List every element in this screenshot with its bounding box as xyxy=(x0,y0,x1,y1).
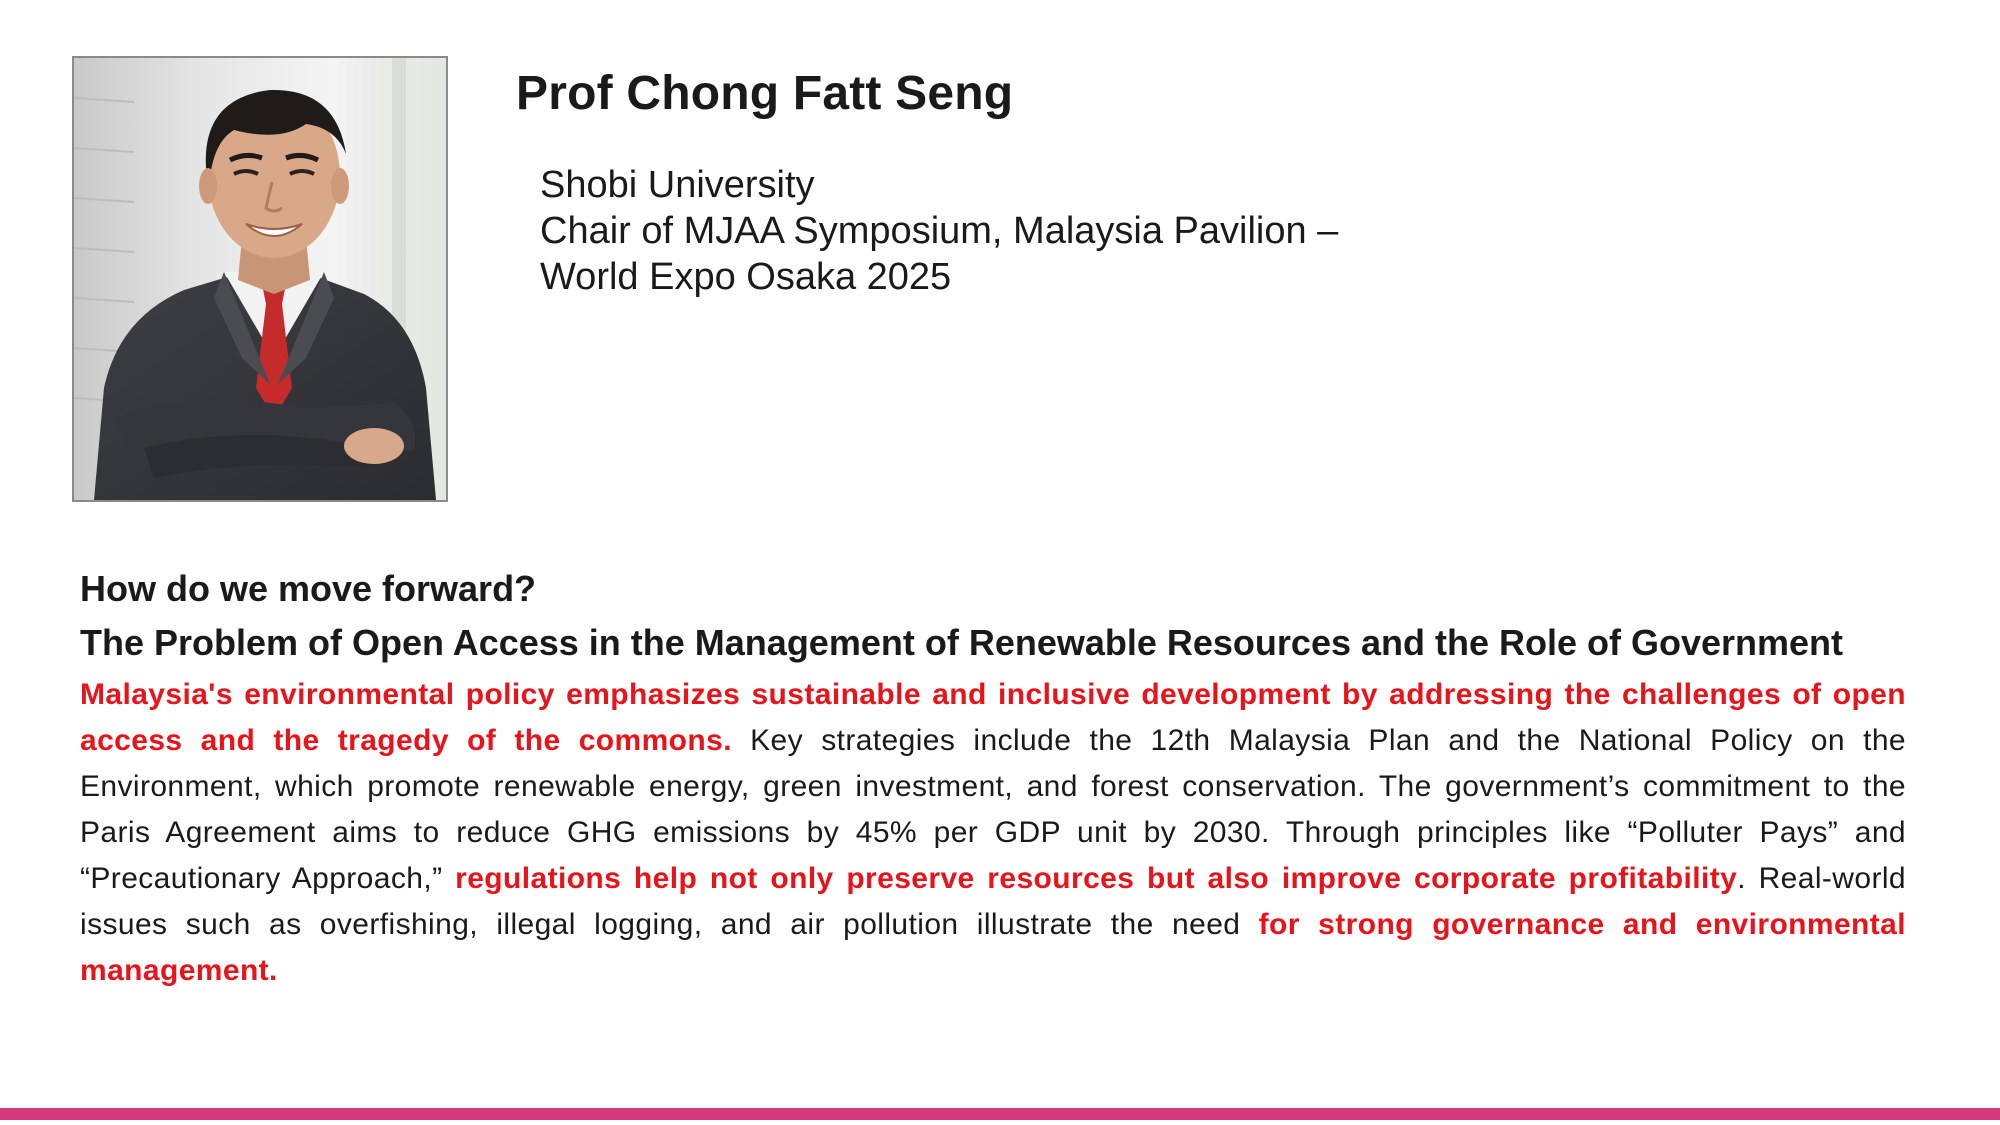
speaker-name: Prof Chong Fatt Seng xyxy=(516,67,1014,120)
highlight-policy-summary: Malaysia's environmental policy emphasizes sustainable and inclusive development by addressing the challenges of open access and the tragedy of the commons. xyxy=(80,678,1906,757)
speaker-photo xyxy=(72,56,448,502)
abstract-paragraph xyxy=(80,672,1906,994)
abstract-text-strategies: Key strategies include the 12th Malaysia Plan and the National Policy on the Environment, which promote renewable energy, green investment, and forest conservation. The government’s commitment to the Paris Agreement aims to reduce GHG emissions by 45% per GDP unit by 2030. Through principles like “Polluter Pays” and “Precautionary Approach,” xyxy=(80,724,1906,895)
highlight-governance: for strong governance and environmental management. xyxy=(80,908,1906,987)
question-heading: How do we move forward? xyxy=(80,568,537,609)
speaker-affiliation xyxy=(540,162,1338,300)
footer-divider xyxy=(0,1108,2000,1120)
affiliation-line-event: World Expo Osaka 2025 xyxy=(540,256,952,298)
speaker-portrait-illustration xyxy=(74,58,446,500)
highlight-regulations: regulations help not only preserve resources but also improve corporate profitability xyxy=(455,862,1738,895)
abstract-text-issues: . Real-world issues such as overfishing, illegal logging, and air pollution illustrate the need xyxy=(80,862,1906,941)
affiliation-line-role: Chair of MJAA Symposium, Malaysia Pavilion – xyxy=(540,210,1339,252)
topic-title: The Problem of Open Access in the Management of Renewable Resources and the Role of Government xyxy=(80,622,1844,663)
affiliation-line-university: Shobi University xyxy=(540,164,815,206)
talk-abstract xyxy=(80,562,1906,994)
